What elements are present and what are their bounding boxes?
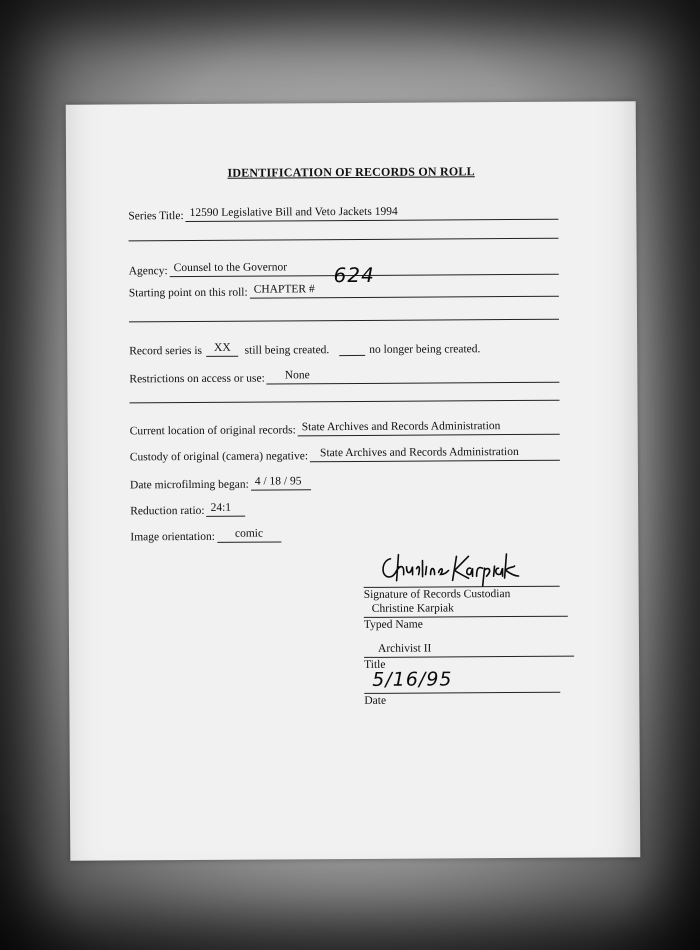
no-longer-label: no longer being created. <box>369 343 481 356</box>
custody-row <box>130 446 560 464</box>
reduction-row <box>130 502 245 518</box>
starting-point-value: CHAPTER # <box>253 283 315 296</box>
date-began-row <box>130 475 312 491</box>
no-longer-checkbox-line <box>339 354 365 356</box>
typed-name-label: Typed Name <box>363 618 423 631</box>
restrictions-row <box>129 368 559 386</box>
record-series-row <box>129 340 480 357</box>
restrictions-value: None <box>267 368 560 385</box>
record-series-value: XX <box>206 342 239 357</box>
restrictions-label: Restrictions on access or use: <box>129 372 265 386</box>
date-began-label: Date microfilming began: <box>129 478 249 492</box>
date-label: Date <box>364 694 387 707</box>
series-title-label: Series Title: <box>128 210 184 223</box>
current-location-value: State Archives and Records Administration <box>298 420 560 437</box>
current-location-label: Current location of original records: <box>129 424 296 438</box>
series-title-row <box>128 205 558 223</box>
custody-label: Custody of original (camera) negative: <box>129 450 309 464</box>
starting-point-label: Starting point on this roll: <box>128 286 248 300</box>
signature-label: Signature of Records Custodian <box>363 588 511 601</box>
starting-point-handwritten: 624 <box>333 262 375 288</box>
signature-handwritten-text: Christine Karpiak <box>378 550 386 552</box>
agency-label: Agency: <box>128 265 168 278</box>
date-began-value: 4 / 18 / 95 <box>251 475 312 490</box>
typed-name-block <box>364 602 568 631</box>
custody-value: State Archives and Records Administration <box>310 446 560 463</box>
date-line <box>364 668 560 694</box>
record-series-label: Record series is <box>129 344 203 358</box>
typed-name-value: Christine Karpiak <box>364 602 568 618</box>
agency-value: Counsel to the Governor <box>170 260 559 277</box>
title-label: Title <box>364 658 386 671</box>
signature-line <box>364 572 560 588</box>
blank-line <box>129 319 559 323</box>
orientation-label: Image orientation: <box>130 530 216 544</box>
date-block <box>364 668 560 707</box>
blank-line <box>130 400 560 404</box>
date-handwritten: 5/16/95 <box>372 668 453 691</box>
current-location-row <box>130 420 560 438</box>
orientation-value: comic <box>217 527 281 542</box>
starting-point-field <box>250 262 559 299</box>
title-block <box>364 642 574 671</box>
still-created-label: still being created. <box>244 344 330 357</box>
form-title: IDENTIFICATION OF RECORDS ON ROLL <box>227 164 475 180</box>
signature-block <box>364 572 560 601</box>
title-value: Archivist II <box>364 642 574 658</box>
blank-line <box>129 238 559 242</box>
form-page <box>66 101 641 860</box>
series-title-value: 12590 Legislative Bill and Veto Jackets 1994 <box>186 205 559 222</box>
reduction-label: Reduction ratio: <box>130 504 205 518</box>
reduction-value: 24:1 <box>207 502 246 517</box>
orientation-row <box>130 527 281 543</box>
